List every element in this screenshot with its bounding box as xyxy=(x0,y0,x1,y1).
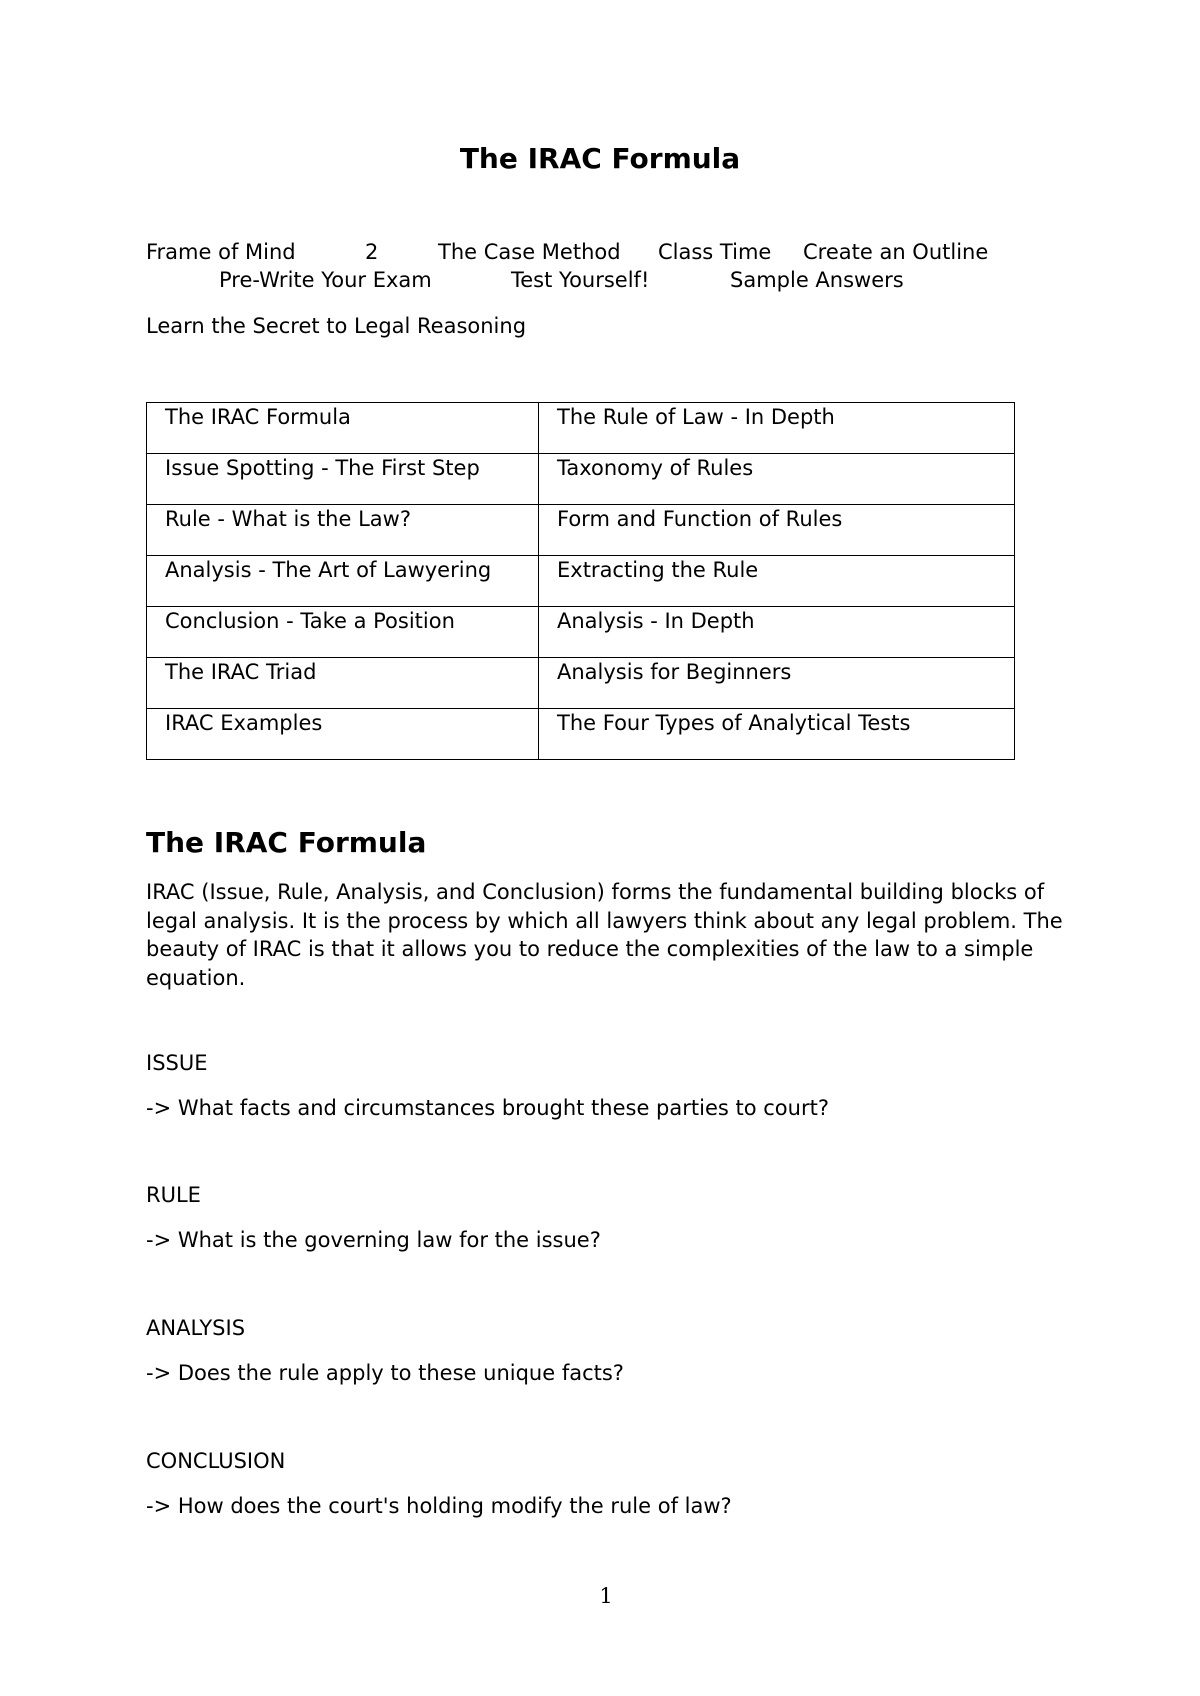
toc-link[interactable]: Analysis for Beginners xyxy=(539,658,1015,709)
section-heading: The IRAC Formula xyxy=(146,826,427,859)
irac-label-rule: RULE xyxy=(146,1183,201,1207)
irac-question-issue: -> What facts and circumstances brought these parties to court? xyxy=(146,1096,829,1120)
toc-link[interactable]: Taxonomy of Rules xyxy=(539,454,1015,505)
nav-link-case-method[interactable]: The Case Method xyxy=(438,240,621,264)
intro-text: Learn the Secret to Legal Reasoning xyxy=(146,314,527,338)
nav-link-page-2[interactable]: 2 xyxy=(365,240,379,264)
table-row xyxy=(147,658,1015,709)
body-paragraph: IRAC (Issue, Rule, Analysis, and Conclusion) forms the fundamental building blocks of legal analysis. It is the process by which all lawyers think about any legal problem. The beauty of IRAC is that it allows you to reduce the complexities of the law to a simple equation. xyxy=(146,880,1063,990)
nav-row-2 xyxy=(0,268,1200,296)
toc-link[interactable]: Conclusion - Take a Position xyxy=(147,607,539,658)
table-row xyxy=(147,607,1015,658)
document-title: The IRAC Formula xyxy=(459,142,741,175)
nav-link-sample-answers[interactable]: Sample Answers xyxy=(730,268,904,292)
nav-link-frame-of-mind[interactable]: Frame of Mind xyxy=(146,240,296,264)
page-number: 1 xyxy=(599,1584,613,1608)
table-row xyxy=(147,556,1015,607)
nav-link-pre-write-exam[interactable]: Pre-Write Your Exam xyxy=(219,268,432,292)
irac-question-conclusion: -> How does the court's holding modify the rule of law? xyxy=(146,1494,732,1518)
nav-link-class-time[interactable]: Class Time xyxy=(658,240,772,264)
irac-label-analysis: ANALYSIS xyxy=(146,1316,246,1340)
irac-label-issue: ISSUE xyxy=(146,1051,208,1075)
table-row xyxy=(147,709,1015,760)
toc-link[interactable]: The IRAC Formula xyxy=(147,403,539,454)
irac-question-rule: -> What is the governing law for the issue? xyxy=(146,1228,601,1252)
table-row xyxy=(147,454,1015,505)
toc-link[interactable]: Extracting the Rule xyxy=(539,556,1015,607)
toc-link[interactable]: Form and Function of Rules xyxy=(539,505,1015,556)
table-row xyxy=(147,403,1015,454)
irac-question-analysis: -> Does the rule apply to these unique facts? xyxy=(146,1361,624,1385)
table-row xyxy=(147,505,1015,556)
toc-link[interactable]: The Four Types of Analytical Tests xyxy=(539,709,1015,760)
toc-link[interactable]: Rule - What is the Law? xyxy=(147,505,539,556)
nav-row-1 xyxy=(0,240,1200,268)
contents-table xyxy=(146,402,1015,760)
toc-link[interactable]: The IRAC Triad xyxy=(147,658,539,709)
toc-link[interactable]: Analysis - The Art of Lawyering xyxy=(147,556,539,607)
nav-link-create-outline[interactable]: Create an Outline xyxy=(803,240,989,264)
toc-link[interactable]: The Rule of Law - In Depth xyxy=(539,403,1015,454)
irac-label-conclusion: CONCLUSION xyxy=(146,1449,286,1473)
toc-link[interactable]: Issue Spotting - The First Step xyxy=(147,454,539,505)
toc-link[interactable]: Analysis - In Depth xyxy=(539,607,1015,658)
nav-link-test-yourself[interactable]: Test Yourself! xyxy=(511,268,650,292)
toc-link[interactable]: IRAC Examples xyxy=(147,709,539,760)
